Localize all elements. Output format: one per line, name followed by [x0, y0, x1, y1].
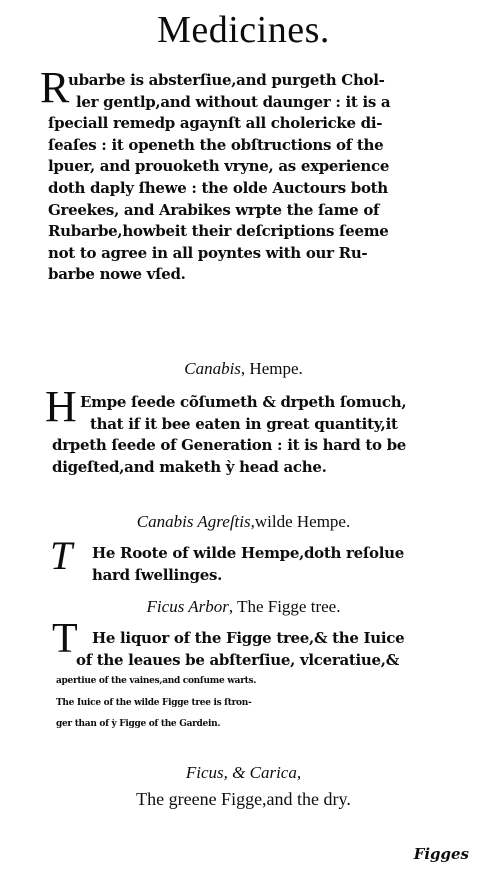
text-line: He liquor of the Figge tree,& the Iuice [92, 629, 405, 647]
heading-english: , The Figge tree. [228, 597, 341, 616]
text-line: ubarbe is absterſiue,and purgeth Chol- [68, 71, 385, 89]
heading-english: , Hempe. [240, 359, 303, 378]
text-line: ſpeciall remedp agaynſt all cholericke di- [48, 114, 383, 133]
heading-latin: Canabis Agreſtis [136, 512, 251, 531]
text-line: hard ſwellinges. [92, 565, 223, 584]
heading-english: The greene Figge,and the dry. [136, 789, 351, 809]
heading-latin: Canabis [184, 359, 241, 378]
heading-canabis-agrestis [0, 511, 487, 533]
heading-ficus-carica [0, 762, 487, 784]
text-line: that if it bee eaten in great quantity,it [90, 414, 398, 433]
text-line: drpeth ſeede of Generation : it is hard to be [52, 436, 407, 455]
running-head: Medicines. [157, 9, 330, 51]
drop-cap-r: R [40, 63, 70, 112]
text-line: ſeaſes : it openeth the obſtructions of the [48, 135, 384, 154]
text-line: not to agree in all poyntes with our Ru- [48, 243, 368, 262]
text-line: apertiue of the vaines,and conſume warts. [56, 676, 257, 687]
paragraph-canabis [52, 392, 482, 478]
text-line: doth daply ſhewe : the olde Auctours both [48, 178, 388, 197]
paragraph-ficus-arbor [56, 628, 485, 736]
text-line: The Iuice of the wilde Figge tree is ſtron- [56, 697, 252, 708]
text-line: ler gentlp,and without daunger : it is a [76, 92, 391, 111]
text-line: barbe nowe vſed. [48, 265, 186, 284]
heading-english: ,wilde Hempe. [250, 512, 351, 531]
text-line: digeſted,and maketh ỳ head ache. [52, 457, 327, 476]
text-line: lpuer, and prouoketh vryne, as experience [48, 157, 390, 176]
text-line: ger than of ỳ Figge of the Gardein. [56, 719, 221, 730]
catchword: Figges [413, 845, 469, 863]
text-line: He Roote of wilde Hempe,doth reſolue [92, 544, 404, 562]
heading-latin: Ficus, & Carica, [185, 763, 302, 782]
paragraph-rubarbe [48, 70, 478, 286]
drop-cap-t: T [50, 533, 73, 578]
paragraph-canabis-agrestis [92, 543, 482, 586]
subheading-ficus-carica [0, 788, 487, 810]
heading-latin: Ficus Arbor [146, 597, 229, 616]
drop-cap-t2: T [52, 616, 78, 662]
text-line: Greekes, and Arabikes wrpte the ſame of [48, 200, 380, 219]
text-line: Rubarbe,howbeit their deſcriptions ſeeme [48, 222, 389, 241]
heading-canabis [0, 358, 487, 380]
heading-ficus-arbor [0, 596, 487, 618]
text-line: Empe ſeede cõſumeth & drpeth ſomuch, [80, 393, 407, 411]
text-line: of the leaues be abſterſiue, vlceratiue,& [76, 650, 399, 669]
drop-cap-h: H [45, 382, 77, 431]
